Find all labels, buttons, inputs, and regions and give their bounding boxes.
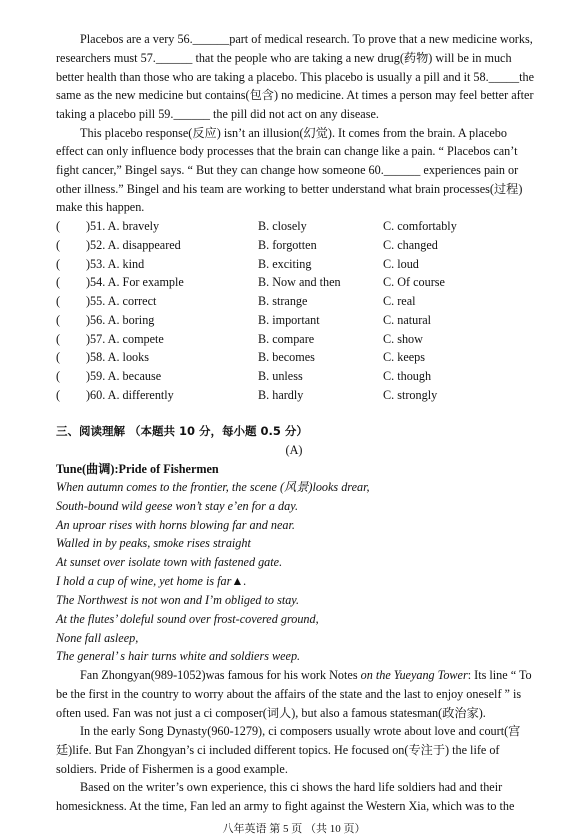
option-a: )57. A. compete bbox=[86, 332, 164, 346]
passage-line: homesickness. At the time, Fan led an army to fight against the Western Xia, which was to the bbox=[56, 799, 515, 813]
option-a: )56. A. boring bbox=[86, 313, 155, 327]
poem-title: Tune(曲调):Pride of Fishermen bbox=[56, 462, 219, 476]
passage-line: soldiers. Pride of Fishermen is a good example. bbox=[56, 762, 288, 776]
option-c: C. comfortably bbox=[383, 219, 457, 233]
passage-line: Placebos are a very 56.______part of medical research. To prove that a new medicine works, bbox=[80, 32, 533, 46]
passage-line: better health than those who are taking a placebo. This placebo is usually a pill and it 58._____the bbox=[56, 70, 535, 84]
passage-line: researchers must 57.______ that the people who are taking a new drug(药物) will be in much bbox=[56, 51, 512, 65]
answer-paren[interactable]: ( bbox=[56, 313, 61, 327]
passage-line: In the early Song Dynasty(960-1279), ci composers usually wrote about love and court(宫 bbox=[80, 724, 521, 738]
option-a: )52. A. disappeared bbox=[86, 238, 181, 252]
answer-paren[interactable]: ( bbox=[56, 294, 61, 308]
passage-line: be the first in the country to worry about the affairs of the state and the last to enjoy oneself ” is bbox=[56, 687, 522, 701]
option-a: )53. A. kind bbox=[86, 257, 145, 271]
answer-paren[interactable]: ( bbox=[56, 388, 61, 402]
passage-line: This placebo response(反应) isn’t an illusion(幻觉). It comes from the brain. A placebo bbox=[80, 126, 507, 140]
answer-paren[interactable]: ( bbox=[56, 257, 61, 271]
poem-line: Walled in by peaks, smoke rises straight bbox=[56, 536, 251, 550]
option-b: B. becomes bbox=[258, 350, 315, 364]
answer-paren[interactable]: ( bbox=[56, 275, 61, 289]
answer-paren[interactable]: ( bbox=[56, 332, 61, 346]
passage-line: effect can only influence body processes that the brain can change like a pain. “ Placebos can’t bbox=[56, 144, 518, 158]
answer-paren[interactable]: ( bbox=[56, 369, 61, 383]
poem-line: The Northwest is not won and I’m obliged to stay. bbox=[56, 593, 300, 607]
option-c: C. strongly bbox=[383, 388, 438, 402]
option-a: )55. A. correct bbox=[86, 294, 157, 308]
poem-line: When autumn comes to the frontier, the scene (风景)looks drear, bbox=[56, 480, 370, 494]
option-c: C. though bbox=[383, 369, 432, 383]
poem-line: None fall asleep, bbox=[56, 631, 139, 645]
option-b: B. important bbox=[258, 313, 320, 327]
option-a: )58. A. looks bbox=[86, 350, 149, 364]
option-c: C. real bbox=[383, 294, 416, 308]
poem-line: An uproar rises with horns blowing far and near. bbox=[56, 518, 295, 532]
work-title: on the Yueyang Tower bbox=[360, 668, 468, 682]
answer-paren[interactable]: ( bbox=[56, 219, 61, 233]
option-a: )54. A. For example bbox=[86, 275, 184, 289]
option-b: B. exciting bbox=[258, 257, 312, 271]
text-segment: Fan Zhongyan(989-1052)was famous for his work Notes bbox=[80, 668, 361, 682]
passage-line: same as the new medicine but contains(包含) no medicine. At times a person may feel better after bbox=[56, 88, 534, 102]
option-b: B. strange bbox=[258, 294, 308, 308]
text-segment: : Its line “ To bbox=[467, 668, 532, 682]
poem-line: I hold a cup of wine, yet home is far▲. bbox=[56, 574, 247, 588]
passage-line: 廷)life. But Fan Zhongyan’s ci included different topics. He focused on(专注于) the life of bbox=[56, 743, 500, 757]
option-c: C. changed bbox=[383, 238, 438, 252]
part-label: (A) bbox=[285, 443, 303, 457]
section-heading: 三、阅读理解 （本题共 10 分，每小题 0.5 分） bbox=[56, 424, 308, 438]
option-b: B. hardly bbox=[258, 388, 304, 402]
option-c: C. loud bbox=[383, 257, 419, 271]
option-a: )59. A. because bbox=[86, 369, 162, 383]
answer-paren[interactable]: ( bbox=[56, 350, 61, 364]
passage-line: other illness.” Bingel and his team are working to better understand what brain processes(过程) bbox=[56, 182, 523, 196]
passage-line: make this happen. bbox=[56, 200, 145, 214]
option-b: B. forgotten bbox=[258, 238, 317, 252]
option-b: B. closely bbox=[258, 219, 307, 233]
option-b: B. unless bbox=[258, 369, 303, 383]
passage-line bbox=[80, 667, 580, 683]
poem-line: At sunset over isolate town with fastened gate. bbox=[56, 555, 283, 569]
option-c: C. Of course bbox=[383, 275, 445, 289]
passage-line: taking a placebo pill 59.______ the pill did not act on any disease. bbox=[56, 107, 379, 121]
option-c: C. natural bbox=[383, 313, 432, 327]
option-b: B. Now and then bbox=[258, 275, 341, 289]
poem-line: The general’ s hair turns white and soldiers weep. bbox=[56, 649, 301, 663]
passage-line: Based on the writer’s own experience, this ci shows the hard life soldiers had and their bbox=[80, 780, 503, 794]
poem-line: At the flutes’ doleful sound over frost-covered ground, bbox=[56, 612, 319, 626]
option-a: )60. A. differently bbox=[86, 388, 174, 402]
option-c: C. keeps bbox=[383, 350, 425, 364]
option-b: B. compare bbox=[258, 332, 315, 346]
poem-line: South-bound wild geese won’t stay e’en for a day. bbox=[56, 499, 299, 513]
option-c: C. show bbox=[383, 332, 423, 346]
answer-paren[interactable]: ( bbox=[56, 238, 61, 252]
passage-line: fight cancer,” Bingel says. “ But they can change how someone 60.______ experiences pain or bbox=[56, 163, 519, 177]
option-a: )51. A. bravely bbox=[86, 219, 160, 233]
page-footer: 八年英语 第 5 页 （共 10 页） bbox=[222, 823, 366, 835]
passage-line: often used. Fan was not just a ci composer(词人), but also a famous statesman(政治家). bbox=[56, 706, 486, 720]
